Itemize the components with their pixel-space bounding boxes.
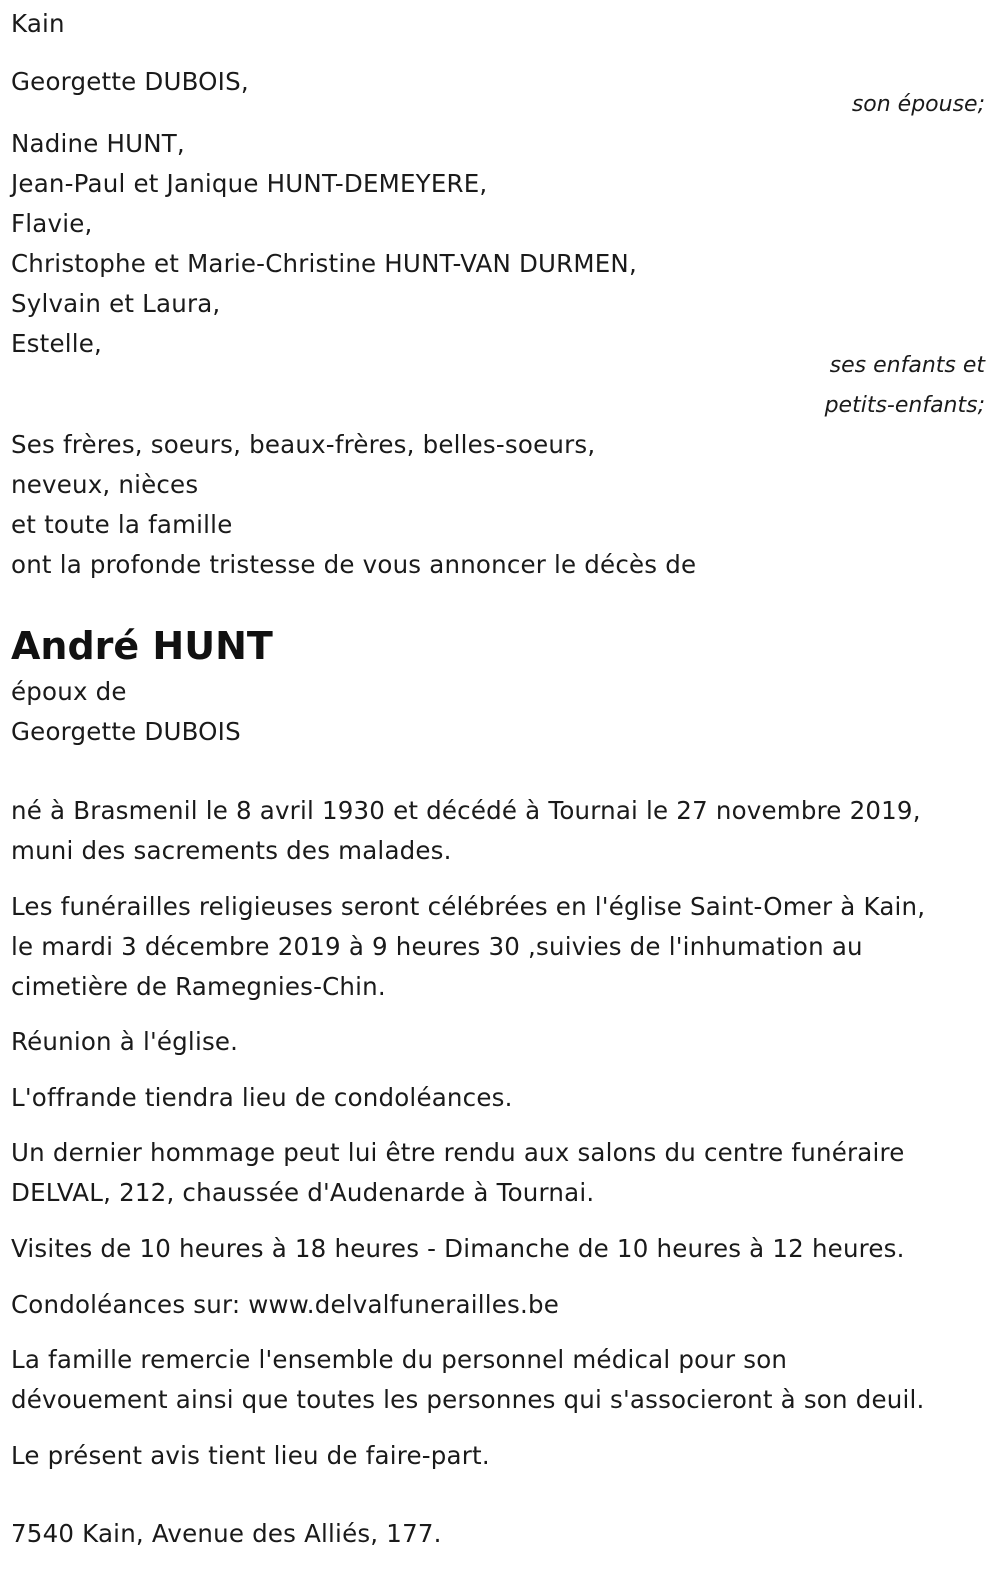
spouse-name: Georgette DUBOIS, bbox=[11, 67, 249, 96]
child-line: Estelle, bbox=[11, 329, 102, 358]
offering-line: L'offrande tiendra lieu de condoléances. bbox=[11, 1083, 513, 1112]
birth-death-line1: né à Brasmenil le 8 avril 1930 et décédé à Tournai le 27 novembre 2019, bbox=[11, 796, 921, 825]
visits-line: Visites de 10 heures à 18 heures - Dimanche de 10 heures à 12 heures. bbox=[11, 1234, 905, 1263]
family-line: neveux, nièces bbox=[11, 470, 199, 499]
thanks-line2: dévouement ainsi que toutes les personnes qui s'associeront à son deuil. bbox=[11, 1385, 925, 1414]
funeral-line2: le mardi 3 décembre 2019 à 9 heures 30 ,suivies de l'inhumation au bbox=[11, 932, 863, 961]
children-role-line2: petits-enfants; bbox=[824, 393, 985, 418]
child-line: Jean-Paul et Janique HUNT-DEMEYERE, bbox=[11, 169, 488, 198]
notice-line: Le présent avis tient lieu de faire-part. bbox=[11, 1441, 490, 1470]
funeral-line3: cimetière de Ramegnies-Chin. bbox=[11, 972, 386, 1001]
tribute-line1: Un dernier hommage peut lui être rendu aux salons du centre funéraire bbox=[11, 1138, 905, 1167]
spouse-role: son épouse; bbox=[851, 92, 985, 117]
child-line: Christophe et Marie-Christine HUNT-VAN DURMEN, bbox=[11, 249, 637, 278]
meeting-line: Réunion à l'église. bbox=[11, 1027, 239, 1056]
birth-death-line2: muni des sacrements des malades. bbox=[11, 836, 452, 865]
children-role-line1: ses enfants et bbox=[829, 353, 985, 378]
funeral-line1: Les funérailles religieuses seront célébrées en l'église Saint-Omer à Kain, bbox=[11, 892, 926, 921]
thanks-line1: La famille remercie l'ensemble du personnel médical pour son bbox=[11, 1345, 788, 1374]
address-line: 7540 Kain, Avenue des Alliés, 177. bbox=[11, 1519, 442, 1548]
relation-line2: Georgette DUBOIS bbox=[11, 717, 241, 746]
announcement-line: ont la profonde tristesse de vous annoncer le décès de bbox=[11, 550, 697, 579]
location: Kain bbox=[11, 9, 65, 38]
deceased-name: André HUNT bbox=[11, 624, 273, 668]
condolences-line: Condoléances sur: www.delvalfunerailles.be bbox=[11, 1290, 559, 1319]
family-line: Ses frères, soeurs, beaux-frères, belles-soeurs, bbox=[11, 430, 596, 459]
tribute-line2: DELVAL, 212, chaussée d'Audenarde à Tournai. bbox=[11, 1178, 595, 1207]
child-line: Flavie, bbox=[11, 209, 93, 238]
child-line: Nadine HUNT, bbox=[11, 129, 185, 158]
child-line: Sylvain et Laura, bbox=[11, 289, 221, 318]
relation-line1: époux de bbox=[11, 677, 127, 706]
family-line: et toute la famille bbox=[11, 510, 233, 539]
